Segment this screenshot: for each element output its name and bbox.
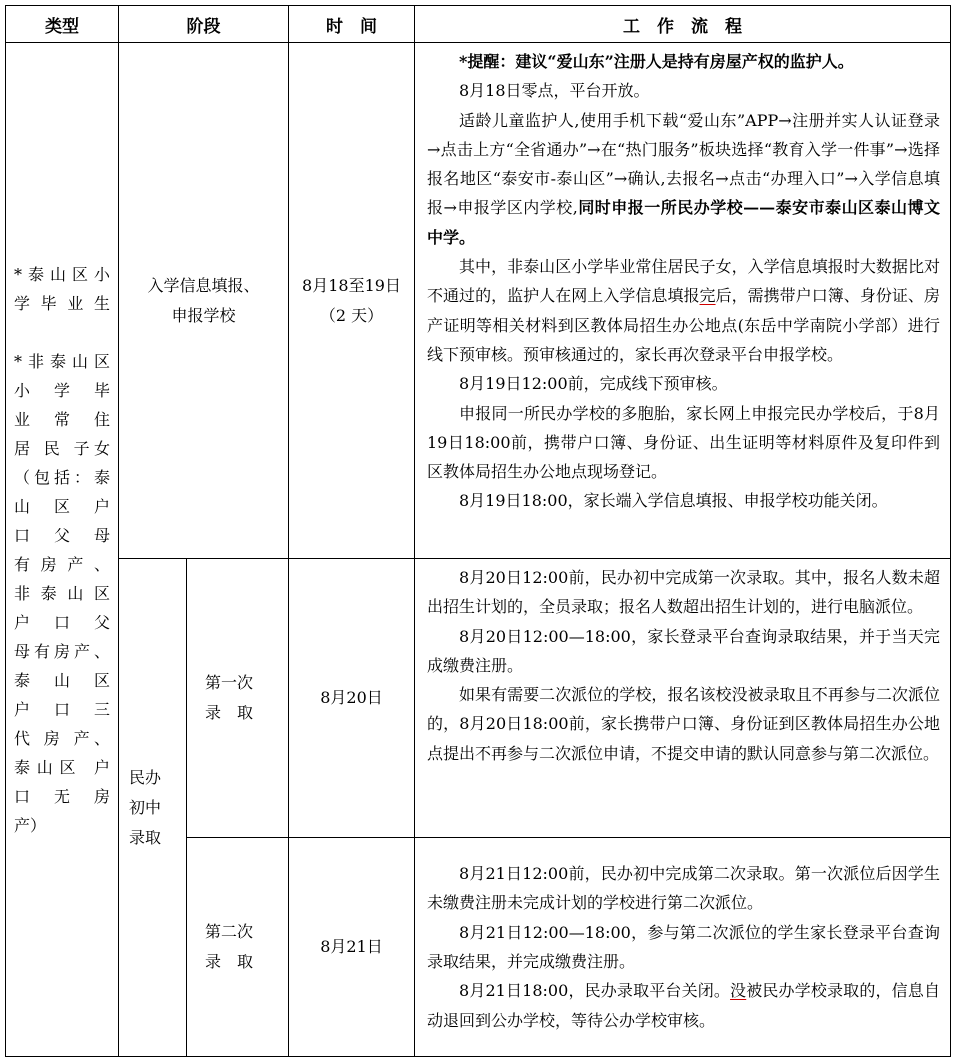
header-flow: 工 作 流 程 [415, 6, 951, 43]
flow-paragraph: 如果有需要二次派位的学校，报名该校没被录取且不再参与二次派位的，8月20日18:00前，家长携带户口簿、身份证到区教体局招生办公地点提出不再参与二次派位申请，不提交申请的默认同意参与第二次派位。 [427, 685, 940, 763]
type-line: 口 父 母 [14, 525, 110, 545]
type-line: 产） [14, 815, 47, 835]
row-info-filing [6, 43, 951, 559]
time-label: 8月18至19日 [302, 275, 401, 295]
flow-paragraph: 8月19日12:00前，完成线下预审核。 [459, 374, 728, 394]
type-line: 居 民 子女 [14, 438, 110, 458]
type-line: （包括：泰 [14, 467, 110, 487]
type-line: 户 口 三 [14, 699, 110, 719]
header-stage: 阶段 [119, 6, 289, 43]
flow-paragraph: 其中，非泰山区小学毕业常住居民子女，入学信息填报时大数据比对不通过的，监护人在网上入学信息填报完后，需携带户口簿、身份证、房产证明等相关材料到区教体局招生办公地点(东岳中学南院小学部）进行线下预审核。预审核通过的，家长再次登录平台申报学校。 [427, 257, 940, 364]
sub-stage-label: 录 取 [205, 952, 254, 971]
stage-info-filing [119, 43, 289, 559]
type-line: 业 常 住 [14, 409, 110, 429]
type-line: 小 学 毕 [14, 380, 110, 400]
stage-label: 初中 [129, 797, 162, 817]
type-line: 户 口 父 [14, 612, 110, 632]
flow-info-filing [415, 43, 951, 559]
bold-instruction: 同时申报一所民办学校——泰安市泰山区泰山博文中学。 [427, 198, 940, 247]
flow-paragraph: 8月21日18:00，民办录取平台关闭。没被民办学校录取的，信息自动退回到公办学校，等待公办学校审核。 [427, 981, 940, 1030]
flow-paragraph: 8月19日18:00，家长端入学信息填报、申报学校功能关闭。 [459, 491, 888, 511]
sub-stage-label: 录 取 [205, 703, 254, 722]
time-second-admission: 8月21日 [289, 838, 415, 1057]
header-row [6, 6, 951, 43]
stage-label: 录取 [129, 827, 162, 847]
sub-stage-label: 第一次 [205, 673, 254, 692]
flow-first-admission [415, 559, 951, 838]
underlined-char: 完 [699, 286, 716, 306]
sub-stage-second [187, 838, 289, 1057]
flow-paragraph: 适龄儿童监护人,使用手机下载“爱山东”APP→注册并实人认证登录→点击上方“全省通办”→在“热门服务”板块选择“教育入学一件事”→选择报名地区“泰安市-泰山区”→确认,去报名→点击“办理入口”→入学信息填报→申报学区内学校,同时申报一所民办学校——泰安市泰山区泰山博文中学。 [427, 110, 940, 247]
flow-second-admission [415, 838, 951, 1057]
type-line: 代 房 产、 [14, 728, 110, 748]
stage-label: 入学信息填报、 [147, 275, 260, 295]
type-line: 有房产、 [14, 554, 110, 574]
type-line: 泰山区 户 [14, 757, 110, 777]
sub-stage-first [187, 559, 289, 838]
row-first-admission [6, 559, 951, 838]
enrollment-workflow-table [5, 5, 951, 1057]
flow-paragraph: 8月21日12:00前，民办初中完成第二次录取。第一次派位后因学生未缴费注册未完成计划的学校进行第二次派位。 [427, 864, 940, 913]
time-info-filing [289, 43, 415, 559]
underlined-char: 没 [730, 981, 747, 1001]
header-type: 类型 [6, 6, 119, 43]
type-line: *非泰山区 [14, 351, 110, 371]
stage-private-admission [119, 559, 187, 1057]
type-cell [6, 43, 119, 1057]
type-line [14, 318, 110, 347]
flow-paragraph: 申报同一所民办学校的多胞胎，家长网上申报完民办学校后，于8月19日18:00前，携带户口簿、身份证、出生证明等材料原件及复印件到区教体局招生办公地点现场登记。 [427, 403, 940, 482]
header-time: 时 间 [289, 6, 415, 43]
flow-paragraph: 8月18日零点，平台开放。 [459, 81, 650, 101]
type-line: 学毕业生 [14, 293, 110, 313]
stage-label: 申报学校 [171, 305, 236, 325]
type-line: 非泰山区 [14, 583, 110, 603]
time-label: （2 天） [319, 305, 384, 325]
flow-paragraph: 8月21日12:00—18:00，参与第二次派位的学生家长登录平台查询录取结果，并完成缴费注册。 [427, 922, 940, 971]
flow-paragraph: 8月20日12:00—18:00，家长登录平台查询录取结果，并于当天完成缴费注册。 [427, 626, 940, 675]
flow-paragraph: 8月20日12:00前，民办初中完成第一次录取。其中，报名人数未超出招生计划的，全员录取；报名人数超出招生计划的，进行电脑派位。 [427, 568, 940, 617]
type-line: 口 无 房 [14, 786, 110, 806]
reminder-paragraph: *提醒：建议“爱山东”注册人是持有房屋产权的监护人。 [459, 52, 854, 71]
sub-stage-label: 第二次 [205, 922, 254, 941]
type-line: 泰 山 区 [14, 670, 110, 690]
type-line: 母有房产、 [14, 641, 110, 661]
type-line: *泰山区小 [14, 264, 110, 284]
type-line: 山 区 户 [14, 496, 110, 516]
stage-label: 民办 [129, 767, 162, 787]
time-first-admission: 8月20日 [289, 559, 415, 838]
